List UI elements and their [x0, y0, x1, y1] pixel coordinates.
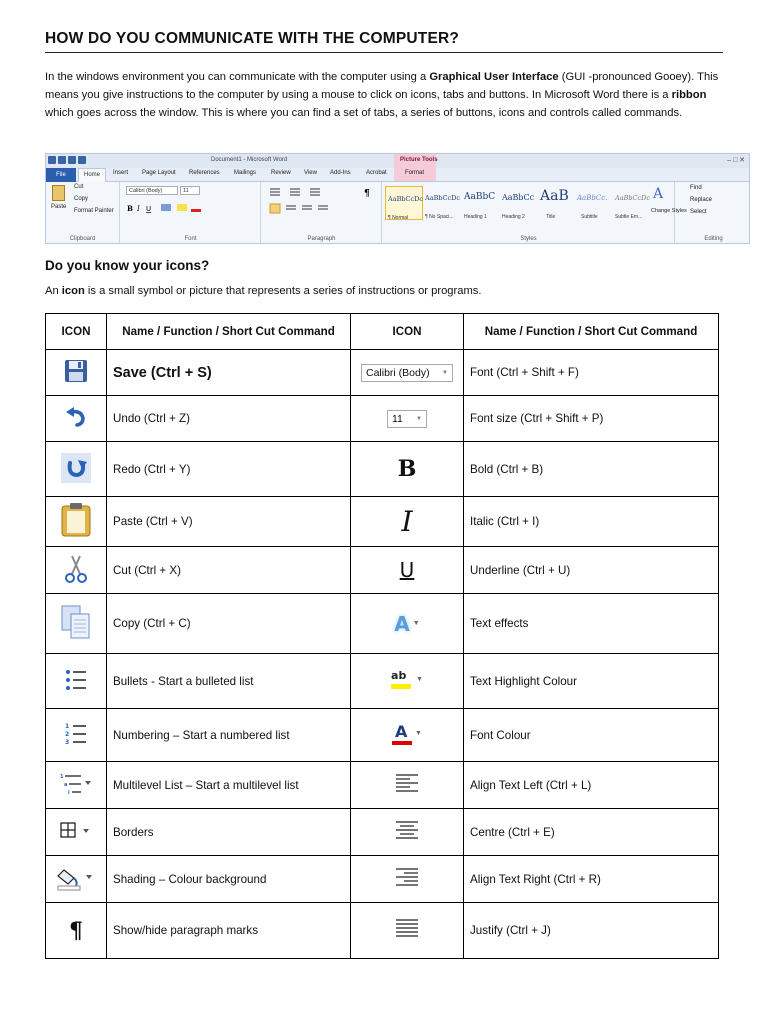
- function-cell: Cut (Ctrl + X): [107, 547, 351, 594]
- chevron-down-icon: ▼: [416, 676, 423, 683]
- tab-file: File: [46, 168, 76, 182]
- function-cell: Redo (Ctrl + Y): [107, 442, 351, 497]
- icons-table: [45, 313, 719, 959]
- editing-group: [676, 182, 750, 243]
- icon-cell: [351, 594, 464, 654]
- text-effects-button: [394, 612, 419, 636]
- icon-cell: [46, 654, 107, 709]
- header-name-left: Name / Function / Short Cut Command: [107, 314, 351, 350]
- chevron-down-icon: ▼: [442, 369, 448, 376]
- svg-text:I: I: [137, 205, 140, 213]
- ribbon-tabs: [46, 168, 749, 182]
- desc-icon-term: icon: [61, 285, 85, 297]
- font-group: [121, 182, 261, 243]
- editing-group-label: Editing: [704, 236, 723, 242]
- paragraph-group: [262, 182, 382, 243]
- justify-icon: [394, 918, 420, 940]
- function-cell: Text effects: [464, 594, 719, 654]
- font-size-box-text: 11: [392, 412, 403, 425]
- style-subtitle: AaBbCc. Subtitle: [577, 194, 608, 220]
- icon-cell: [351, 442, 464, 497]
- quick-access-toolbar: [48, 156, 104, 166]
- table-row: [46, 442, 719, 497]
- change-styles-icon: A: [653, 186, 664, 202]
- function-cell: Font Colour: [464, 709, 719, 762]
- ribbon-titlebar: [46, 154, 749, 168]
- tab-home: Home: [78, 168, 106, 182]
- icon-cell: [46, 856, 107, 903]
- function-cell: Align Text Left (Ctrl + L): [464, 762, 719, 809]
- function-cell: Multilevel List – Start a multilevel list: [107, 762, 351, 809]
- svg-text:a: a: [64, 781, 68, 788]
- page-title: HOW DO YOU COMMUNICATE WITH THE COMPUTER?: [45, 30, 723, 53]
- svg-text:2: 2: [65, 730, 70, 738]
- font-group-label: Font: [184, 236, 197, 242]
- tab-add-ins: Add-Ins: [330, 170, 351, 176]
- table-header-row: [46, 314, 719, 350]
- save-icon: [63, 358, 89, 384]
- intro-gui-term: Graphical User Interface: [429, 71, 559, 83]
- icon-cell: [46, 903, 107, 959]
- function-cell: Bullets - Start a bulleted list: [107, 654, 351, 709]
- tab-acrobat: Acrobat: [366, 170, 387, 176]
- icon-cell: [351, 350, 464, 396]
- tab-view: View: [304, 170, 317, 176]
- save-label: Save (Ctrl + S): [113, 364, 212, 381]
- chevron-down-icon: ▼: [415, 730, 422, 737]
- style-subtle-emphasis: AaBbCcDc Subtle Em...: [615, 194, 650, 220]
- font-box: [361, 364, 453, 382]
- function-cell: Centre (Ctrl + E): [464, 809, 719, 856]
- header-icon-left: ICON: [46, 314, 107, 350]
- clipboard-group-label: Clipboard: [69, 236, 96, 242]
- desc-pre: An: [45, 285, 62, 297]
- header-name-right: Name / Function / Short Cut Command: [464, 314, 719, 350]
- icon-cell: [351, 856, 464, 903]
- icon-cell: [351, 547, 464, 594]
- intro-paragraph: [45, 68, 735, 122]
- styles-group: [383, 182, 687, 243]
- ribbon-find-label: Find: [690, 185, 702, 191]
- highlight-icon: ab: [391, 669, 413, 691]
- chevron-down-icon: ▼: [416, 415, 422, 422]
- align-left-icon: [394, 773, 420, 795]
- cut-icon: [64, 554, 88, 584]
- function-cell: Borders: [107, 809, 351, 856]
- style-heading-1: AaBbC Heading 1: [464, 192, 496, 220]
- function-cell: Italic (Ctrl + I): [464, 497, 719, 547]
- icon-cell: [46, 547, 107, 594]
- function-cell: Copy (Ctrl + C): [107, 594, 351, 654]
- intro-text-2: (GUI -pronounced Gooey). This means you give instructions to the computer by using a mouse to click on icons, tabs and buttons. In Microsoft Word there is a: [45, 71, 719, 101]
- icon-cell: [46, 442, 107, 497]
- svg-text:1: 1: [65, 722, 70, 730]
- styles-group-label: Styles: [520, 236, 537, 242]
- icon-cell: [351, 809, 464, 856]
- bullets-icon: [64, 668, 88, 692]
- function-cell: Font (Ctrl + Shift + F): [464, 350, 719, 396]
- table-row: [46, 547, 719, 594]
- icon-cell: [351, 903, 464, 959]
- paragraph-buttons: [268, 186, 378, 222]
- ribbon-font-name-box: Calibri (Body): [126, 186, 178, 195]
- icon-cell: [351, 709, 464, 762]
- table-row: [46, 594, 719, 654]
- function-cell: Bold (Ctrl + B): [464, 442, 719, 497]
- function-cell: Numbering – Start a numbered list: [107, 709, 351, 762]
- table-row: [46, 903, 719, 959]
- pilcrow-icon: ¶: [69, 917, 83, 944]
- function-cell: Justify (Ctrl + J): [464, 903, 719, 959]
- icon-cell: [351, 396, 464, 442]
- function-cell: Font size (Ctrl + Shift + P): [464, 396, 719, 442]
- style-no-spacing: AaBbCcDc ¶ No Spaci...: [425, 194, 460, 220]
- undo-icon: [63, 406, 89, 428]
- svg-text:1: 1: [60, 773, 64, 780]
- icon-cell: [46, 709, 107, 762]
- window-title: Document1 - Microsoft Word: [211, 157, 288, 163]
- multilevel-list-icon: [59, 772, 93, 796]
- function-cell: Align Text Right (Ctrl + R): [464, 856, 719, 903]
- intro-text-3: which goes across the window. This is where you can find a set of tabs, a series of buttons, icons and controls called commands.: [45, 107, 683, 119]
- tab-references: References: [189, 170, 220, 176]
- ribbon-select-label: Select: [690, 209, 707, 215]
- font-colour-icon: A: [392, 722, 412, 746]
- function-cell: [107, 350, 351, 396]
- context-tab-label: Picture Tools: [400, 157, 438, 163]
- ribbon-format-painter-label: Format Painter: [74, 208, 114, 214]
- icon-definition: [45, 285, 481, 297]
- desc-post: is a small symbol or picture that represents a series of instructions or programs.: [84, 285, 482, 297]
- function-cell: Text Highlight Colour: [464, 654, 719, 709]
- table-row: [46, 709, 719, 762]
- align-right-icon: [394, 867, 420, 889]
- function-cell: Paste (Ctrl + V): [107, 497, 351, 547]
- table-row: [46, 654, 719, 709]
- icon-cell: [351, 497, 464, 547]
- svg-text:U: U: [146, 205, 152, 213]
- function-cell: Undo (Ctrl + Z): [107, 396, 351, 442]
- ribbon-copy-label: Copy: [74, 196, 89, 202]
- tab-mailings: Mailings: [234, 170, 257, 176]
- tab-format: Format: [405, 170, 425, 176]
- icon-cell: [351, 654, 464, 709]
- table-row: [46, 809, 719, 856]
- icon-cell: [46, 396, 107, 442]
- icon-cell: [46, 497, 107, 547]
- svg-text:i: i: [68, 789, 70, 796]
- svg-text:B: B: [127, 204, 133, 213]
- borders-icon: [59, 821, 93, 841]
- table-row: [46, 396, 719, 442]
- underline-icon: U: [399, 558, 415, 582]
- redo-icon: [59, 451, 93, 485]
- icon-cell: [46, 809, 107, 856]
- copy-icon: [60, 604, 92, 640]
- intro-text-1: In the windows environment you can communicate with the computer using a: [45, 71, 430, 83]
- icon-cell: [46, 762, 107, 809]
- table-row: [46, 762, 719, 809]
- tab-page-layout: Page Layout: [142, 170, 176, 176]
- intro-ribbon-term: ribbon: [671, 89, 707, 101]
- table-row: [46, 497, 719, 547]
- highlight-button: [391, 669, 423, 691]
- ribbon-cut-label: Cut: [74, 184, 84, 190]
- ribbon-body: [46, 182, 749, 243]
- icon-cell: [351, 762, 464, 809]
- paragraph-group-label: Paragraph: [307, 236, 336, 242]
- style-normal: AaBbCcDc ¶ Normal: [385, 186, 423, 220]
- font-size-box: [387, 410, 427, 428]
- change-styles-label: Change Styles: [651, 208, 687, 214]
- style-heading-2: AaBbCc Heading 2: [502, 193, 535, 220]
- align-centre-icon: [394, 820, 420, 842]
- font-box-text: Calibri (Body): [366, 366, 430, 379]
- svg-text:¶: ¶: [364, 189, 370, 199]
- svg-text:3: 3: [65, 738, 70, 746]
- header-icon-right: ICON: [351, 314, 464, 350]
- icon-cell: [46, 594, 107, 654]
- italic-icon: I: [401, 505, 413, 538]
- tab-insert: Insert: [113, 170, 129, 176]
- ribbon-replace-label: Replace: [690, 197, 713, 203]
- ribbon-paste-icon: [52, 185, 65, 201]
- table-row: [46, 350, 719, 396]
- font-format-buttons: [127, 202, 257, 214]
- window-buttons: – □ ✕: [727, 157, 745, 164]
- ribbon-font-size-box: 11: [180, 186, 200, 195]
- shading-icon: [56, 864, 96, 892]
- function-cell: Underline (Ctrl + U): [464, 547, 719, 594]
- font-colour-button: [392, 722, 422, 746]
- table-row: [46, 856, 719, 903]
- chevron-down-icon: ▼: [412, 620, 420, 627]
- word-ribbon-screenshot: [45, 153, 750, 244]
- ribbon-paste-label: Paste: [51, 204, 67, 210]
- text-effects-icon: A: [394, 611, 410, 636]
- function-cell: Shading – Colour background: [107, 856, 351, 903]
- tab-review: Review: [271, 170, 291, 176]
- clipboard-group: [46, 182, 120, 243]
- function-cell: Show/hide paragraph marks: [107, 903, 351, 959]
- style-title: AaB Title: [540, 188, 569, 220]
- paste-icon: [59, 502, 93, 538]
- numbering-icon: [64, 721, 88, 747]
- bold-icon: B: [397, 456, 417, 482]
- icon-cell: [46, 350, 107, 396]
- icons-subheading: Do you know your icons?: [45, 258, 210, 273]
